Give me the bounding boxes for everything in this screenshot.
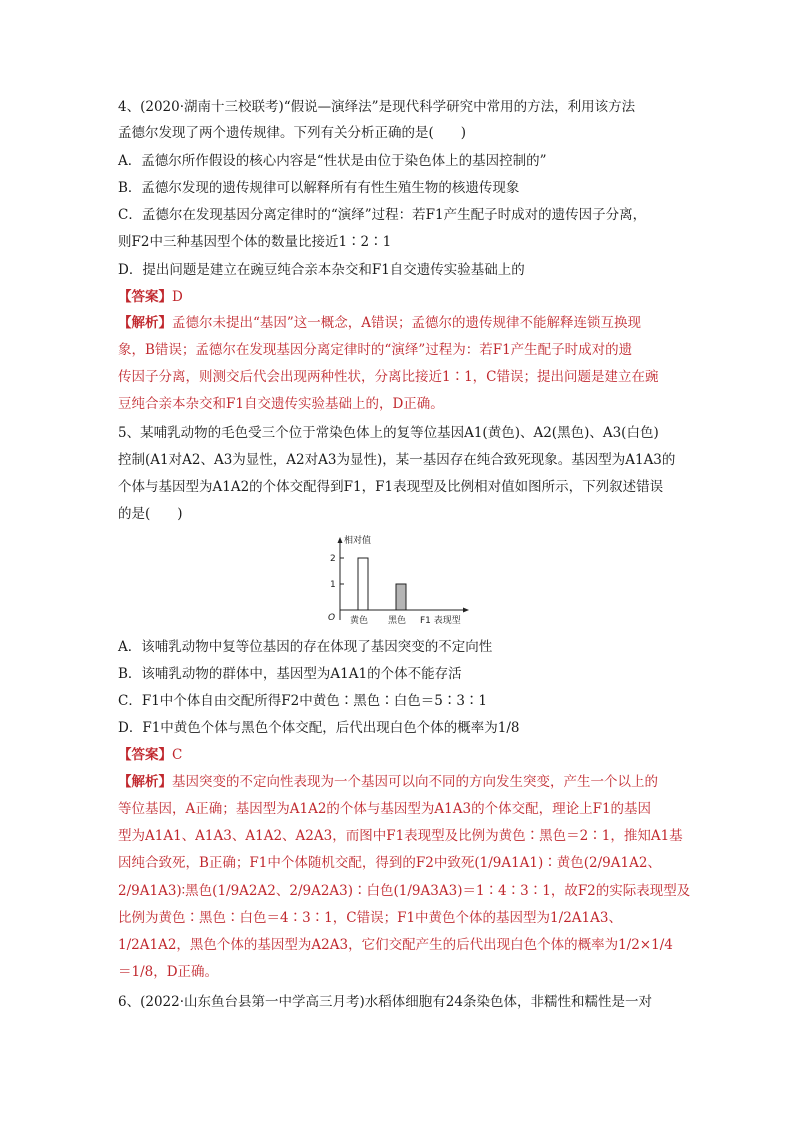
category-label: 黑色: [388, 616, 407, 626]
q5-analysis-line-2: 等位基因，A正确；基因型为A1A2的个体与基因型为A1A3的个体交配，理论上F1的基因: [118, 801, 652, 817]
bar-1: [358, 558, 368, 610]
category-label: 黄色: [350, 616, 369, 626]
q4-stem-line-1: 4、(2020·湖南十三校联考)“假说—演绎法”是现代科学研究中常用的方法，利用该方法: [118, 99, 636, 115]
x-axis-arrow: [463, 608, 469, 613]
answer-tag: 【答案】: [118, 747, 172, 763]
q5-analysis-line-4: 因纯合致死，B正确；F1中个体随机交配，得到的F2中致死(1/9A1A1)∶黄色(2/9A1A2、: [118, 855, 661, 871]
q5-option-d: D．F1中黄色个体与黑色个体交配，后代出现白色个体的概率为1/8: [118, 720, 520, 736]
answer-tag: 【答案】: [118, 289, 172, 305]
q4-option-c-line-2: 则F2中三种基因型个体的数量比接近1∶2∶1: [118, 234, 392, 250]
answer-value: C: [172, 747, 183, 763]
q4-analysis-line-1: [118, 314, 641, 332]
q5-option-a: A．该哺乳动物中复等位基因的存在体现了基因突变的不定向性: [118, 639, 493, 655]
analysis-tag: 【解析】: [118, 774, 172, 790]
q4-option-c-line-1: C．孟德尔在发现基因分离定律时的“演绎”过程：若F1产生配子时成对的遗传因子分离，: [118, 207, 647, 223]
q5-answer-line: [118, 746, 182, 764]
analysis-text: 孟德尔未提出“基因”这一概念，A错误；孟德尔的遗传规律不能解释连锁互换现: [172, 315, 642, 331]
origin-label: O: [328, 613, 336, 623]
q5-analysis-line-8: ＝1/8，D正确。: [118, 964, 219, 980]
q5-option-b: B．该哺乳动物的群体中，基因型为A1A1的个体不能存活: [118, 666, 462, 682]
y-tick-label: 2: [330, 554, 336, 564]
y-tick-label: 1: [330, 580, 336, 590]
q5-analysis-line-1: [118, 773, 658, 791]
q4-option-d: D．提出问题是建立在豌豆纯合亲本杂交和F1自交遗传实验基础上的: [118, 262, 525, 278]
relative-value-bar-chart: [322, 532, 472, 632]
q4-answer-line: [118, 288, 183, 306]
analysis-text: 基因突变的不定向性表现为一个基因可以向不同的方向发生突变，产生一个以上的: [172, 774, 658, 790]
q4-analysis-line-3: 传因子分离，则测交后代会出现两种性状，分离比接近1∶1，C错误；提出问题是建立在豌: [118, 369, 659, 385]
q4-option-b: B．孟德尔发现的遗传规律可以解释所有有性生殖生物的核遗传现象: [118, 180, 520, 196]
q4-analysis-line-4: 豆纯合亲本杂交和F1自交遗传实验基础上的，D正确。: [118, 396, 444, 412]
analysis-tag: 【解析】: [118, 315, 172, 331]
q5-stem-line-3: 个体与基因型为A1A2的个体交配得到F1，F1表现型及比例相对值如图所示，下列叙述错误: [118, 479, 664, 495]
q5-stem-line-2: 控制(A1对A2、A3为显性，A2对A3为显性)，某一基因存在纯合致死现象。基因型为A1A3的: [118, 452, 676, 468]
y-axis-arrow: [338, 537, 343, 543]
y-axis-label: 相对值: [344, 536, 372, 546]
q4-option-a: A．孟德尔所作假设的核心内容是“性状是由位于染色体上的基因控制的”: [118, 153, 547, 169]
q5-analysis-line-5: 2/9A1A3)∶黑色(1/9A2A2、2/9A2A3)∶白色(1/9A3A3)＝1∶4∶3∶1，故F2的实际表现型及: [118, 883, 691, 899]
q4-analysis-line-2: 象，B错误；孟德尔在发现基因分离定律时的“演绎”过程为：若F1产生配子时成对的遗: [118, 342, 633, 358]
q5-stem-line-4: 的是( ): [118, 506, 183, 522]
q4-stem-line-2: 孟德尔发现了两个遗传规律。下列有关分析正确的是( ): [118, 125, 467, 141]
q5-analysis-line-6: 比例为黄色∶黑色∶白色＝4∶3∶1，C错误；F1中黄色个体的基因型为1/2A1A3、: [118, 910, 622, 926]
q5-stem-line-1: 5、某哺乳动物的毛色受三个位于常染色体上的复等位基因A1(黄色)、A2(黑色)、A3(白色): [118, 425, 659, 441]
x-axis-label: F1 表现型: [420, 616, 461, 626]
q5-analysis-line-3: 型为A1A1、A1A3、A1A2、A2A3，而图中F1表现型及比例为黄色∶黑色＝2∶1，推知A1基: [118, 828, 683, 844]
q5-option-c: C．F1中个体自由交配所得F2中黄色∶黑色∶白色＝5∶3∶1: [118, 693, 488, 709]
q6-stem-line-1: 6、(2022·山东鱼台县第一中学高三月考)水稻体细胞有24条染色体，非糯性和糯性是一对: [118, 994, 652, 1010]
q5-analysis-line-7: 1/2A1A2，黑色个体的基因型为A2A3，它们交配产生的后代出现白色个体的概率为1/2×1/4: [118, 937, 673, 953]
chart-marks: [330, 554, 406, 626]
answer-value: D: [172, 289, 183, 305]
bar-2: [396, 584, 406, 610]
